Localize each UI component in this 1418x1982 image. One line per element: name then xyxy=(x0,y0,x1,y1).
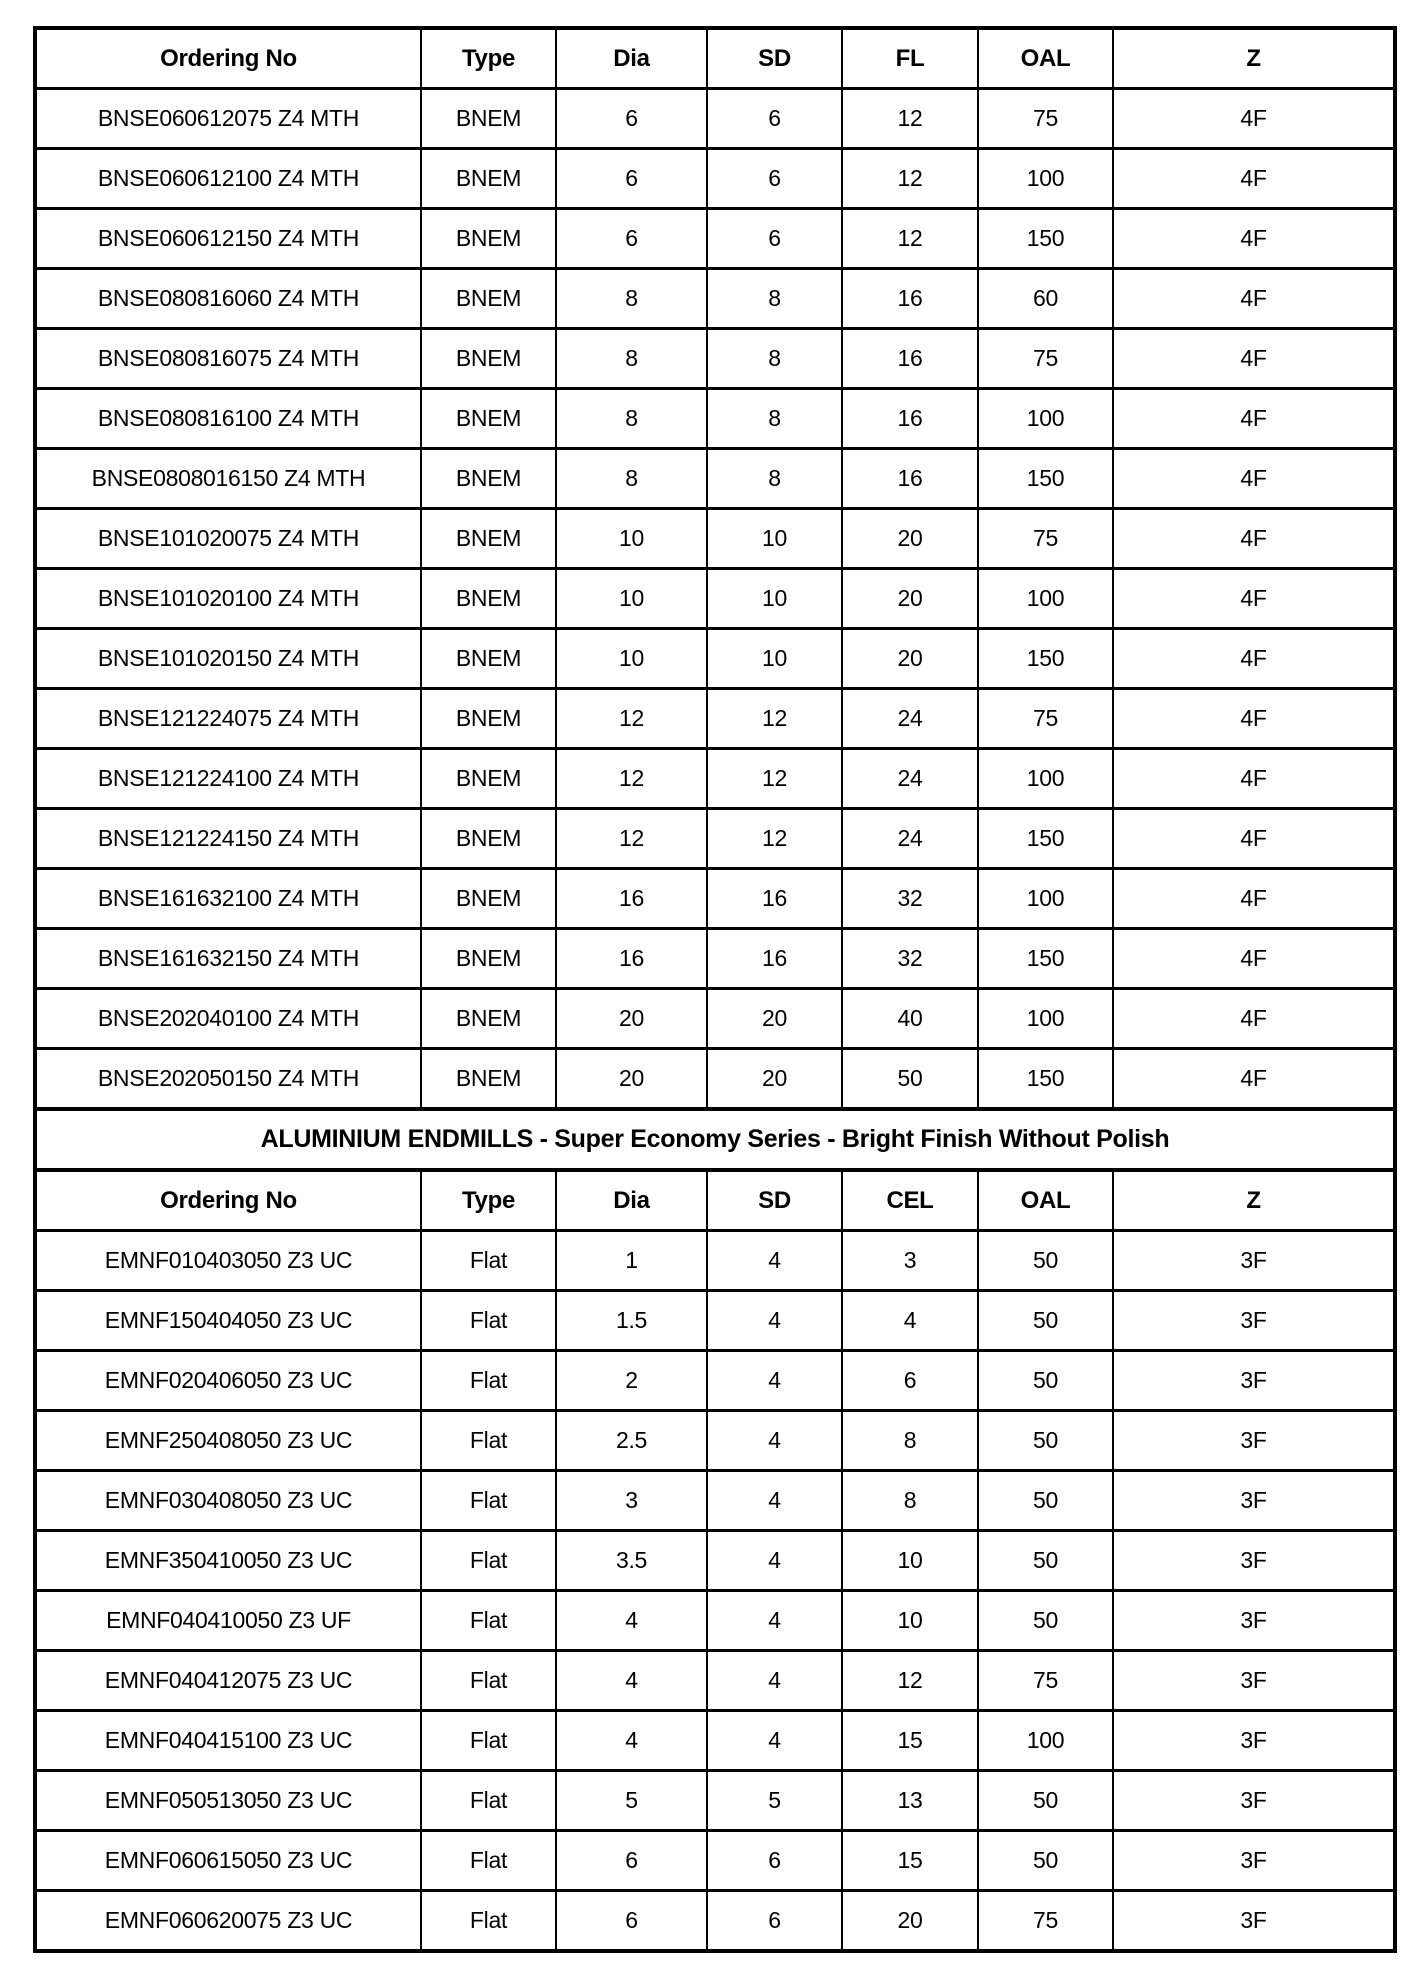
table-cell: 20 xyxy=(842,509,978,569)
table-cell: 50 xyxy=(978,1771,1113,1831)
table-cell: 4 xyxy=(842,1291,978,1351)
table-cell: BNEM xyxy=(421,869,556,929)
column-header-ordering-no: Ordering No xyxy=(35,1170,421,1231)
table-cell: 6 xyxy=(707,89,842,149)
table-cell: 4 xyxy=(707,1411,842,1471)
table-cell: 75 xyxy=(978,329,1113,389)
table-cell: 12 xyxy=(556,689,707,749)
table-row xyxy=(35,389,1395,449)
table-cell: 20 xyxy=(842,1891,978,1952)
table-row xyxy=(35,1049,1395,1110)
table-cell: BNEM xyxy=(421,209,556,269)
table-cell: 12 xyxy=(842,1651,978,1711)
table-cell: 4F xyxy=(1113,269,1395,329)
table-cell: 4F xyxy=(1113,809,1395,869)
table-cell: 4 xyxy=(707,1591,842,1651)
table-cell: 4 xyxy=(707,1711,842,1771)
table-cell: BNSE202040100 Z4 MTH xyxy=(35,989,421,1049)
table-cell: BNSE060612150 Z4 MTH xyxy=(35,209,421,269)
table-cell: BNEM xyxy=(421,509,556,569)
catalog-sheet xyxy=(33,26,1397,1953)
table-cell: 4F xyxy=(1113,209,1395,269)
table-cell: 150 xyxy=(978,809,1113,869)
table-cell: 4F xyxy=(1113,869,1395,929)
table-row xyxy=(35,1651,1395,1711)
table-cell: EMNF030408050 Z3 UC xyxy=(35,1471,421,1531)
table-cell: 100 xyxy=(978,989,1113,1049)
table-cell: 3F xyxy=(1113,1831,1395,1891)
table-cell: 50 xyxy=(978,1291,1113,1351)
table-cell: 150 xyxy=(978,449,1113,509)
table-row xyxy=(35,1711,1395,1771)
table-cell: BNEM xyxy=(421,929,556,989)
table-cell: BNEM xyxy=(421,149,556,209)
table-row xyxy=(35,89,1395,149)
table-cell: 4F xyxy=(1113,569,1395,629)
table-row xyxy=(35,1471,1395,1531)
table-cell: 10 xyxy=(556,629,707,689)
table-cell: 75 xyxy=(978,509,1113,569)
table-cell: 3F xyxy=(1113,1891,1395,1952)
table-cell: 10 xyxy=(842,1531,978,1591)
table-cell: 4F xyxy=(1113,149,1395,209)
table-cell: 4F xyxy=(1113,389,1395,449)
table-cell: 100 xyxy=(978,149,1113,209)
table-cell: 50 xyxy=(978,1591,1113,1651)
table-cell: 50 xyxy=(978,1411,1113,1471)
table-cell: 4 xyxy=(707,1471,842,1531)
table-cell: 3F xyxy=(1113,1411,1395,1471)
table-row xyxy=(35,929,1395,989)
emnf-table-body xyxy=(35,1231,1395,1952)
table-cell: 20 xyxy=(707,1049,842,1110)
table-cell: 4F xyxy=(1113,749,1395,809)
column-header-oal: OAL xyxy=(978,1170,1113,1231)
endmill-catalog-table xyxy=(33,26,1397,1953)
table-cell: EMNF350410050 Z3 UC xyxy=(35,1531,421,1591)
table-cell: 4F xyxy=(1113,689,1395,749)
table-cell: BNEM xyxy=(421,449,556,509)
table-cell: 4 xyxy=(707,1651,842,1711)
table-row xyxy=(35,449,1395,509)
table-cell: 8 xyxy=(556,389,707,449)
table-cell: 4 xyxy=(707,1291,842,1351)
table-cell: 8 xyxy=(707,389,842,449)
table-cell: Flat xyxy=(421,1471,556,1531)
table-cell: 24 xyxy=(842,809,978,869)
table-cell: 2.5 xyxy=(556,1411,707,1471)
table-cell: 100 xyxy=(978,869,1113,929)
table-cell: Flat xyxy=(421,1771,556,1831)
table-cell: 3F xyxy=(1113,1471,1395,1531)
table-cell: 15 xyxy=(842,1831,978,1891)
table-cell: 4F xyxy=(1113,1049,1395,1110)
table-cell: 6 xyxy=(556,209,707,269)
table-cell: 3F xyxy=(1113,1291,1395,1351)
table-cell: 5 xyxy=(707,1771,842,1831)
table-cell: 8 xyxy=(707,269,842,329)
table-row xyxy=(35,569,1395,629)
table-cell: 12 xyxy=(707,809,842,869)
table-cell: 10 xyxy=(707,569,842,629)
table-cell: 4F xyxy=(1113,929,1395,989)
table-cell: 3 xyxy=(842,1231,978,1291)
table-cell: BNEM xyxy=(421,1049,556,1110)
table-cell: 12 xyxy=(842,209,978,269)
table-cell: 3F xyxy=(1113,1651,1395,1711)
column-header-type: Type xyxy=(421,28,556,89)
table-cell: 3F xyxy=(1113,1771,1395,1831)
table-cell: BNEM xyxy=(421,269,556,329)
table-cell: 4F xyxy=(1113,449,1395,509)
table-cell: 13 xyxy=(842,1771,978,1831)
table-cell: 10 xyxy=(556,569,707,629)
table-cell: 12 xyxy=(842,149,978,209)
table-row xyxy=(35,809,1395,869)
table-cell: BNSE080816060 Z4 MTH xyxy=(35,269,421,329)
table-row xyxy=(35,1771,1395,1831)
table-cell: 20 xyxy=(842,569,978,629)
table-cell: 150 xyxy=(978,1049,1113,1110)
table-cell: BNSE202050150 Z4 MTH xyxy=(35,1049,421,1110)
table-cell: BNEM xyxy=(421,749,556,809)
table-cell: 6 xyxy=(556,1891,707,1952)
table-cell: 5 xyxy=(556,1771,707,1831)
table-row xyxy=(35,1891,1395,1952)
table-cell: Flat xyxy=(421,1891,556,1952)
table-cell: BNSE101020075 Z4 MTH xyxy=(35,509,421,569)
table-cell: EMNF010403050 Z3 UC xyxy=(35,1231,421,1291)
table-cell: BNEM xyxy=(421,689,556,749)
table-cell: 75 xyxy=(978,89,1113,149)
table-cell: EMNF060620075 Z3 UC xyxy=(35,1891,421,1952)
table-cell: BNSE080816100 Z4 MTH xyxy=(35,389,421,449)
table-cell: 16 xyxy=(707,869,842,929)
header-row xyxy=(35,1170,1395,1231)
table-cell: 75 xyxy=(978,689,1113,749)
table-row xyxy=(35,749,1395,809)
table-cell: BNSE101020150 Z4 MTH xyxy=(35,629,421,689)
table-cell: 50 xyxy=(978,1471,1113,1531)
table-cell: 12 xyxy=(556,809,707,869)
table-cell: 6 xyxy=(556,149,707,209)
table-cell: 16 xyxy=(842,269,978,329)
table-row xyxy=(35,209,1395,269)
table-cell: 6 xyxy=(842,1351,978,1411)
table-cell: 20 xyxy=(556,1049,707,1110)
table-row xyxy=(35,1291,1395,1351)
table-cell: 10 xyxy=(556,509,707,569)
table-cell: 150 xyxy=(978,929,1113,989)
table-cell: 50 xyxy=(978,1231,1113,1291)
table-cell: 3 xyxy=(556,1471,707,1531)
table-cell: 100 xyxy=(978,1711,1113,1771)
table-cell: 6 xyxy=(707,209,842,269)
table-cell: BNEM xyxy=(421,329,556,389)
section-title: ALUMINIUM ENDMILLS - Super Economy Series - Bright Finish Without Polish xyxy=(35,1109,1395,1170)
table-cell: BNSE161632100 Z4 MTH xyxy=(35,869,421,929)
table-cell: EMNF020406050 Z3 UC xyxy=(35,1351,421,1411)
table-cell: Flat xyxy=(421,1411,556,1471)
table-cell: Flat xyxy=(421,1591,556,1651)
table-cell: EMNF040410050 Z3 UF xyxy=(35,1591,421,1651)
table-cell: 16 xyxy=(842,389,978,449)
bnse-table-header xyxy=(35,28,1395,89)
table-cell: 4 xyxy=(707,1531,842,1591)
table-cell: 4F xyxy=(1113,89,1395,149)
table-cell: 20 xyxy=(842,629,978,689)
table-cell: BNEM xyxy=(421,389,556,449)
table-cell: 6 xyxy=(707,1831,842,1891)
table-cell: 4F xyxy=(1113,629,1395,689)
table-row xyxy=(35,989,1395,1049)
table-cell: 60 xyxy=(978,269,1113,329)
table-cell: 6 xyxy=(707,149,842,209)
bnse-table-body xyxy=(35,89,1395,1110)
column-header-z: Z xyxy=(1113,28,1395,89)
table-row xyxy=(35,269,1395,329)
table-row xyxy=(35,149,1395,209)
table-cell: 40 xyxy=(842,989,978,1049)
table-cell: BNEM xyxy=(421,989,556,1049)
table-cell: 3F xyxy=(1113,1231,1395,1291)
table-cell: Flat xyxy=(421,1291,556,1351)
table-cell: 75 xyxy=(978,1651,1113,1711)
table-row xyxy=(35,1591,1395,1651)
table-cell: 10 xyxy=(842,1591,978,1651)
table-cell: 3.5 xyxy=(556,1531,707,1591)
table-row xyxy=(35,329,1395,389)
table-cell: Flat xyxy=(421,1231,556,1291)
table-cell: 1 xyxy=(556,1231,707,1291)
column-header-dia: Dia xyxy=(556,28,707,89)
table-cell: BNSE0808016150 Z4 MTH xyxy=(35,449,421,509)
table-cell: 4 xyxy=(556,1591,707,1651)
table-cell: 100 xyxy=(978,389,1113,449)
table-cell: BNSE060612100 Z4 MTH xyxy=(35,149,421,209)
table-cell: 16 xyxy=(842,329,978,389)
table-cell: 4 xyxy=(707,1351,842,1411)
table-cell: 16 xyxy=(707,929,842,989)
column-header-cel: CEL xyxy=(842,1170,978,1231)
table-cell: 8 xyxy=(707,449,842,509)
table-cell: 150 xyxy=(978,629,1113,689)
table-row xyxy=(35,1231,1395,1291)
table-cell: 8 xyxy=(842,1411,978,1471)
table-cell: 24 xyxy=(842,689,978,749)
table-cell: 16 xyxy=(842,449,978,509)
table-cell: 6 xyxy=(707,1891,842,1952)
table-cell: 12 xyxy=(707,749,842,809)
table-cell: BNEM xyxy=(421,629,556,689)
table-cell: 32 xyxy=(842,929,978,989)
table-cell: 2 xyxy=(556,1351,707,1411)
table-cell: EMNF060615050 Z3 UC xyxy=(35,1831,421,1891)
table-cell: 10 xyxy=(707,509,842,569)
table-cell: Flat xyxy=(421,1651,556,1711)
table-cell: BNSE121224075 Z4 MTH xyxy=(35,689,421,749)
table-cell: 12 xyxy=(842,89,978,149)
table-cell: 6 xyxy=(556,89,707,149)
table-cell: BNEM xyxy=(421,809,556,869)
table-cell: BNSE121224100 Z4 MTH xyxy=(35,749,421,809)
table-cell: 100 xyxy=(978,569,1113,629)
table-row xyxy=(35,1411,1395,1471)
table-cell: 24 xyxy=(842,749,978,809)
table-cell: 32 xyxy=(842,869,978,929)
table-cell: 16 xyxy=(556,929,707,989)
table-cell: Flat xyxy=(421,1351,556,1411)
column-header-oal: OAL xyxy=(978,28,1113,89)
table-cell: EMNF040415100 Z3 UC xyxy=(35,1711,421,1771)
table-cell: 4F xyxy=(1113,989,1395,1049)
table-cell: 4F xyxy=(1113,509,1395,569)
table-cell: BNSE161632150 Z4 MTH xyxy=(35,929,421,989)
table-row xyxy=(35,1531,1395,1591)
table-cell: 50 xyxy=(842,1049,978,1110)
table-cell: 12 xyxy=(707,689,842,749)
table-cell: 50 xyxy=(978,1351,1113,1411)
table-cell: 1.5 xyxy=(556,1291,707,1351)
table-row xyxy=(35,869,1395,929)
table-cell: BNEM xyxy=(421,569,556,629)
table-cell: 8 xyxy=(707,329,842,389)
table-cell: 3F xyxy=(1113,1351,1395,1411)
table-row xyxy=(35,629,1395,689)
table-cell: 4 xyxy=(556,1711,707,1771)
table-cell: 6 xyxy=(556,1831,707,1891)
column-header-sd: SD xyxy=(707,1170,842,1231)
column-header-dia: Dia xyxy=(556,1170,707,1231)
table-cell: Flat xyxy=(421,1831,556,1891)
table-cell: BNSE101020100 Z4 MTH xyxy=(35,569,421,629)
table-cell: 10 xyxy=(707,629,842,689)
table-cell: 16 xyxy=(556,869,707,929)
column-header-ordering-no: Ordering No xyxy=(35,28,421,89)
table-cell: BNSE060612075 Z4 MTH xyxy=(35,89,421,149)
table-cell: EMNF050513050 Z3 UC xyxy=(35,1771,421,1831)
table-cell: 50 xyxy=(978,1831,1113,1891)
table-row xyxy=(35,1351,1395,1411)
table-cell: 3F xyxy=(1113,1591,1395,1651)
section-divider xyxy=(35,1109,1395,1231)
table-cell: BNSE121224150 Z4 MTH xyxy=(35,809,421,869)
table-cell: EMNF250408050 Z3 UC xyxy=(35,1411,421,1471)
column-header-type: Type xyxy=(421,1170,556,1231)
table-cell: BNSE080816075 Z4 MTH xyxy=(35,329,421,389)
header-row xyxy=(35,28,1395,89)
table-cell: 3F xyxy=(1113,1531,1395,1591)
table-cell: 75 xyxy=(978,1891,1113,1952)
column-header-sd: SD xyxy=(707,28,842,89)
table-cell: Flat xyxy=(421,1531,556,1591)
table-cell: EMNF040412075 Z3 UC xyxy=(35,1651,421,1711)
table-cell: 100 xyxy=(978,749,1113,809)
table-cell: 4 xyxy=(556,1651,707,1711)
table-cell: 15 xyxy=(842,1711,978,1771)
table-cell: 50 xyxy=(978,1531,1113,1591)
table-cell: 8 xyxy=(842,1471,978,1531)
table-row xyxy=(35,1831,1395,1891)
table-cell: 4F xyxy=(1113,329,1395,389)
table-cell: EMNF150404050 Z3 UC xyxy=(35,1291,421,1351)
table-cell: BNEM xyxy=(421,89,556,149)
table-row xyxy=(35,509,1395,569)
table-cell: 20 xyxy=(707,989,842,1049)
table-row xyxy=(35,689,1395,749)
table-cell: 4 xyxy=(707,1231,842,1291)
column-header-z: Z xyxy=(1113,1170,1395,1231)
table-cell: 3F xyxy=(1113,1711,1395,1771)
table-cell: 8 xyxy=(556,449,707,509)
table-cell: 150 xyxy=(978,209,1113,269)
table-cell: 12 xyxy=(556,749,707,809)
table-cell: Flat xyxy=(421,1711,556,1771)
section-header-row xyxy=(35,1109,1395,1170)
column-header-fl: FL xyxy=(842,28,978,89)
table-cell: 8 xyxy=(556,329,707,389)
table-cell: 20 xyxy=(556,989,707,1049)
table-cell: 8 xyxy=(556,269,707,329)
